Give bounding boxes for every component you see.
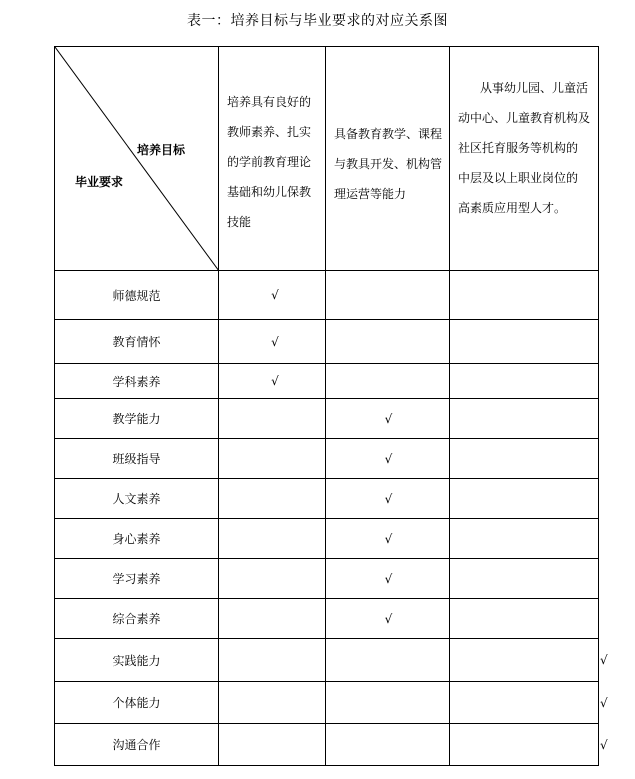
table-row — [55, 682, 599, 724]
table-row — [55, 320, 599, 364]
check-cell — [219, 724, 326, 766]
table-row — [55, 599, 599, 639]
check-cell: √ — [326, 479, 450, 519]
goals-requirements-table — [54, 46, 608, 766]
check-cell — [219, 639, 326, 682]
goal-3-line: 从事幼儿园、儿童活 — [480, 81, 589, 95]
check-cell: √ — [219, 364, 326, 399]
requirement-label: 实践能力 — [55, 639, 219, 682]
goal-1-line: 基础和幼儿保教 — [227, 185, 312, 199]
check-cell — [326, 639, 450, 682]
check-cell — [326, 271, 450, 320]
check-cell: √ — [450, 682, 599, 724]
diagonal-divider — [55, 47, 219, 271]
header-row — [55, 47, 599, 271]
requirement-label: 个体能力 — [55, 682, 219, 724]
check-cell: √ — [219, 320, 326, 364]
check-cell: √ — [450, 639, 599, 682]
goal-1-line: 教师素养、扎实 — [227, 125, 312, 139]
goal-3-line: 中层及以上职业岗位的 — [458, 171, 579, 185]
goal-1-line: 培养具有良好的 — [227, 95, 312, 109]
check-cell: √ — [326, 519, 450, 559]
check-cell — [219, 599, 326, 639]
check-cell — [219, 559, 326, 599]
requirement-label: 教育情怀 — [55, 320, 219, 364]
check-cell — [450, 519, 599, 559]
check-cell — [450, 399, 599, 439]
check-cell: √ — [219, 271, 326, 320]
check-cell: √ — [326, 399, 450, 439]
check-cell — [450, 479, 599, 519]
corner-goal-label: 培养目标 — [137, 143, 186, 157]
requirement-label: 综合素养 — [55, 599, 219, 639]
check-cell — [326, 320, 450, 364]
table-row — [55, 479, 599, 519]
check-cell — [326, 724, 450, 766]
table-row — [55, 519, 599, 559]
requirement-label: 师德规范 — [55, 271, 219, 320]
table-row — [55, 724, 599, 766]
check-cell — [450, 599, 599, 639]
requirement-label: 人文素养 — [55, 479, 219, 519]
table-title: 表一：培养目标与毕业要求的对应关系图 — [187, 13, 448, 29]
requirement-label: 沟通合作 — [55, 724, 219, 766]
table-row — [55, 559, 599, 599]
check-cell — [219, 519, 326, 559]
check-cell — [326, 364, 450, 399]
goal-3-line: 高素质应用型人才。 — [458, 201, 567, 215]
check-cell — [219, 439, 326, 479]
check-cell — [450, 271, 599, 320]
check-cell: √ — [326, 439, 450, 479]
goal-1-line: 技能 — [227, 215, 252, 229]
goal-2-line: 具备教育教学、课程 — [334, 127, 443, 141]
check-cell — [450, 559, 599, 599]
check-cell — [219, 479, 326, 519]
table-row — [55, 271, 599, 320]
check-cell — [450, 439, 599, 479]
requirement-label: 身心素养 — [55, 519, 219, 559]
requirement-label: 教学能力 — [55, 399, 219, 439]
requirement-label: 学习素养 — [55, 559, 219, 599]
check-cell — [219, 399, 326, 439]
goal-1-line: 的学前教育理论 — [227, 155, 312, 169]
requirement-label: 学科素养 — [55, 364, 219, 399]
goal-header-3 — [450, 47, 599, 271]
corner-header-cell — [55, 47, 219, 271]
corner-requirement-label: 毕业要求 — [75, 175, 124, 189]
goal-2-line: 理运营等能力 — [334, 187, 407, 201]
requirement-label: 班级指导 — [55, 439, 219, 479]
check-cell: √ — [326, 559, 450, 599]
check-cell — [450, 320, 599, 364]
table-row — [55, 399, 599, 439]
goal-3-line: 社区托育服务等机构的 — [458, 141, 579, 155]
check-cell: √ — [450, 724, 599, 766]
check-cell: √ — [326, 599, 450, 639]
goal-header-1 — [219, 47, 326, 271]
goal-header-2 — [326, 47, 450, 271]
check-cell — [450, 364, 599, 399]
check-cell — [219, 682, 326, 724]
table-row — [55, 439, 599, 479]
table-row — [55, 364, 599, 399]
goal-3-line: 动中心、儿童教育机构及 — [458, 111, 591, 125]
goal-2-line: 与教具开发、机构管 — [334, 157, 443, 171]
table-row — [55, 639, 599, 682]
check-cell — [326, 682, 450, 724]
